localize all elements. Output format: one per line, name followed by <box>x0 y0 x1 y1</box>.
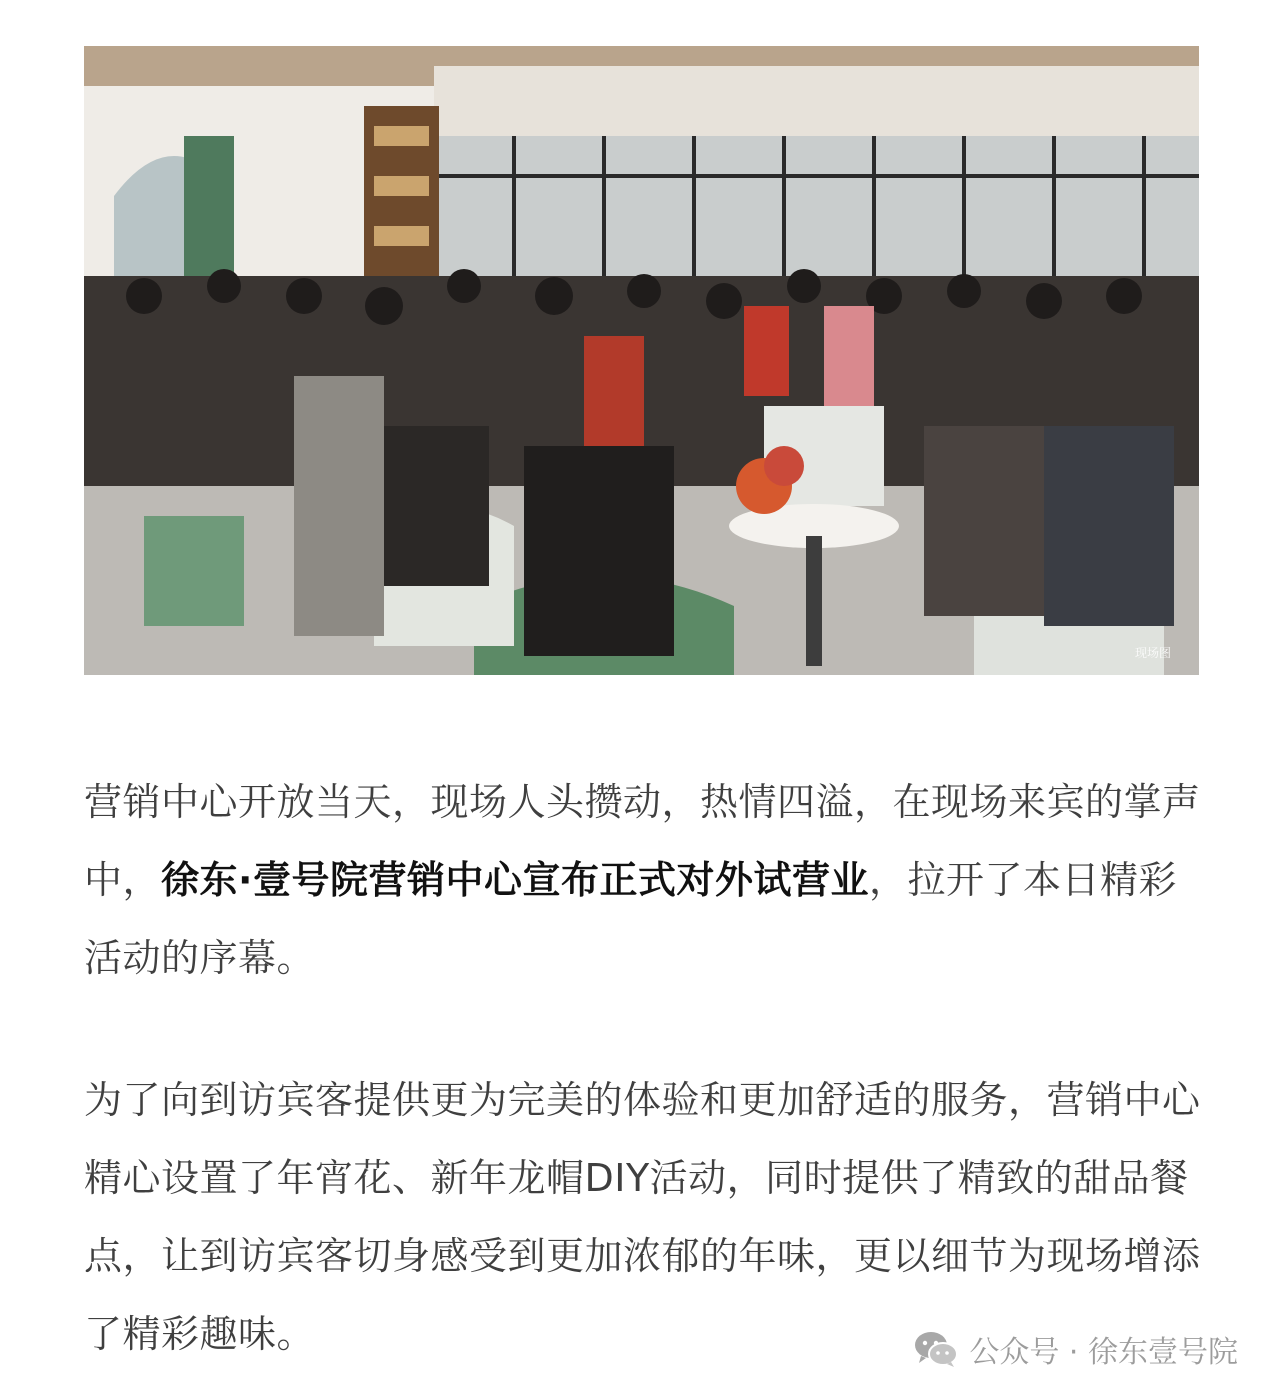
photo-caption: 现场图 <box>1134 646 1171 660</box>
paragraph-opening-text: 营销中心开放当天，现场人头攒动，热情四溢，在现场来宾的掌声中， <box>84 780 1201 902</box>
event-photo-illustration <box>84 46 1199 675</box>
paragraph-opening <box>84 763 1204 997</box>
article-body <box>84 763 1204 1373</box>
paragraph-activities: 为了向到访宾客提供更为完美的体验和更加舒适的服务，营销中心精心设置了年宵花、新年龙帽DIY活动，同时提供了精致的甜品餐点，让到访宾客切身感受到更加浓郁的年味，更以细节为现场增添了精彩趣味。 <box>84 1078 1201 1356</box>
event-photo <box>84 46 1199 675</box>
official-account-watermark <box>913 1324 1238 1374</box>
watermark-text: 公众号 · 徐东壹号院 <box>969 1335 1238 1370</box>
wechat-icon <box>913 1329 959 1369</box>
paragraph-opening-end: ，拉开了本日精彩活动的序幕。 <box>84 858 1177 980</box>
paragraph-opening-highlight: 徐东·壹号院营销中心宣布正式对外试营业 <box>161 858 869 902</box>
